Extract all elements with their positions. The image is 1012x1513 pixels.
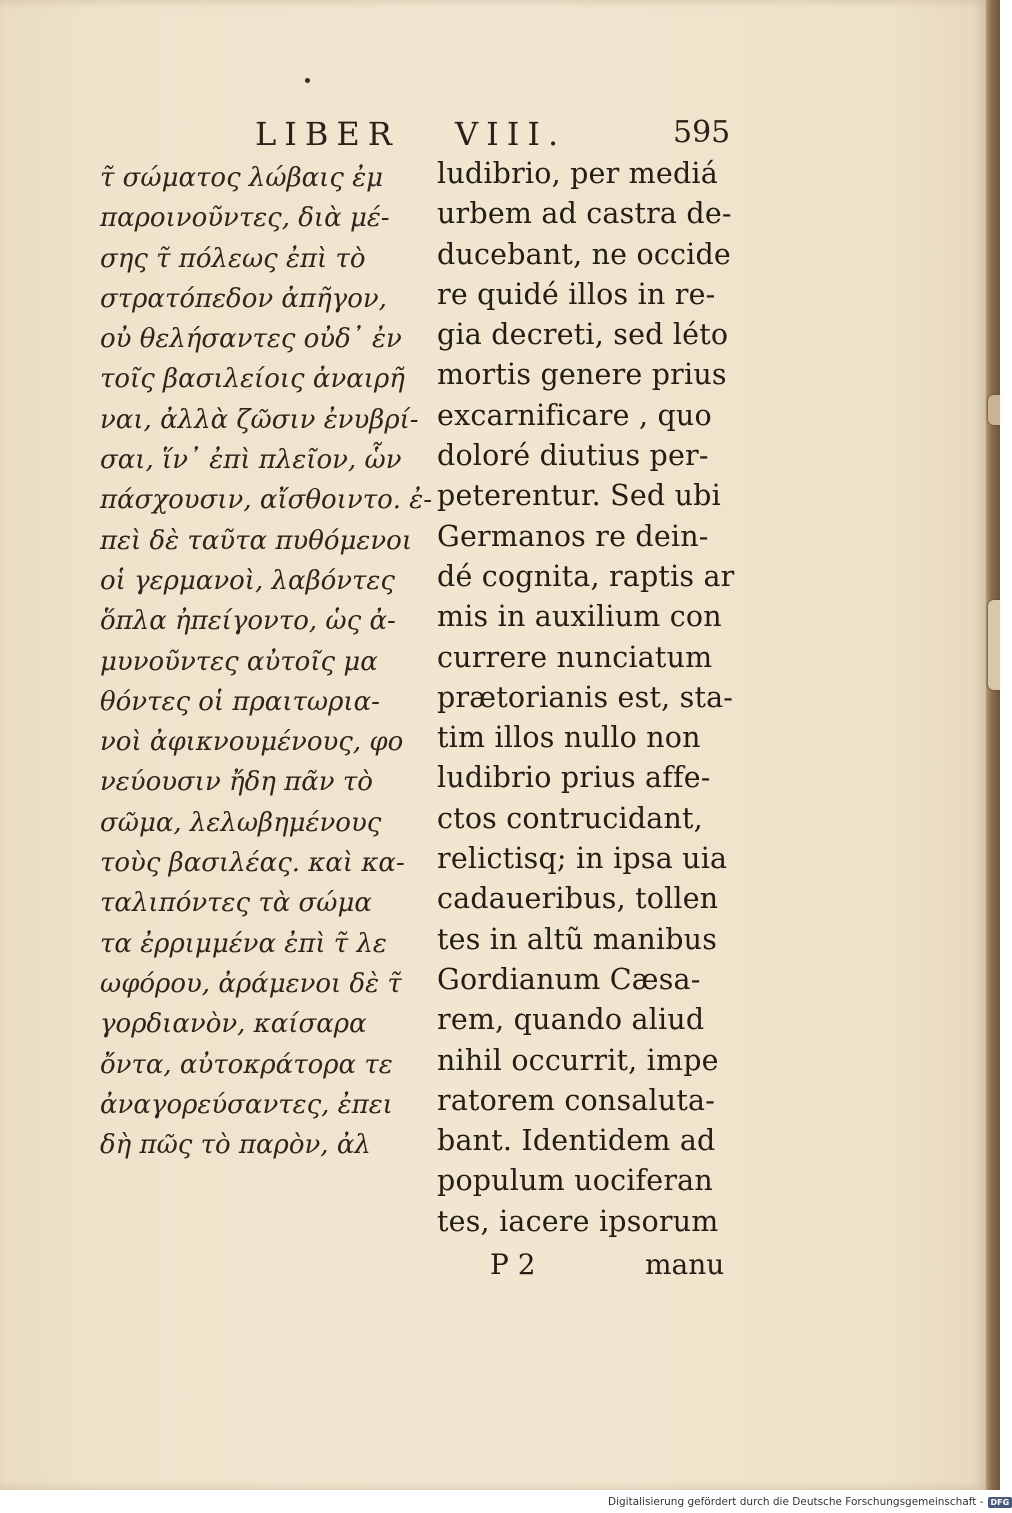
latin-text-line: re quidé illos in re-: [437, 277, 716, 311]
digitization-credit: [608, 1494, 1010, 1510]
latin-text-line: ludibrio prius affe-: [437, 761, 711, 795]
header-liber: LIBER: [255, 115, 400, 153]
latin-text-line: bant. Identidem ad: [437, 1124, 716, 1158]
greek-text-line: γορδιανὸν, καίσαρα: [100, 1009, 367, 1040]
greek-text-line: σαι, ἵν᾽ ἐπὶ πλεῖον, ὧν: [100, 445, 402, 476]
latin-text-line: nihil occurrit, impe: [437, 1043, 719, 1077]
greek-text-line: τα ἐρριμμένα ἐπὶ τ̃ λε: [100, 928, 387, 959]
ink-mark: [305, 78, 310, 83]
latin-text-column: [437, 154, 757, 1242]
greek-text-line: πεὶ δὲ ταῦτα πυθόμενοι: [100, 525, 413, 556]
latin-text-line: ratorem consaluta-: [437, 1083, 716, 1117]
catchword: manu: [645, 1248, 725, 1281]
greek-text-column: [100, 158, 430, 1165]
latin-text-line: mortis genere prius: [437, 358, 727, 392]
book-edge: [986, 0, 1000, 1490]
greek-text-line: ὅπλα ἠπείγοντο, ὡς ἀ-: [100, 606, 396, 637]
greek-text-line: παροινοῦντες, διὰ μέ-: [100, 203, 390, 234]
running-header: [100, 115, 760, 155]
latin-text-line: gia decreti, sed léto: [437, 318, 729, 352]
greek-text-line: τ̃ σώματος λώβαις ἐμ: [100, 163, 384, 193]
latin-text-line: populum uociferan: [437, 1164, 713, 1198]
latin-text-line: Germanos re dein-: [437, 519, 709, 553]
latin-text-line: rem, quando aliud: [437, 1003, 705, 1037]
greek-text-line: σης τ̃ πόλεως ἐπὶ τὸ: [100, 243, 366, 274]
greek-text-line: πάσχουσιν, αἴσθοιντο. ἐ-: [100, 485, 432, 516]
latin-text-line: currere nunciatum: [437, 640, 713, 674]
page-marker-small: [988, 395, 1000, 425]
latin-text-line: mis in auxilium con: [437, 600, 722, 634]
greek-text-line: ὄντα, αὐτοκράτορα τε: [100, 1049, 393, 1080]
latin-text-line: relictisq; in ipsa uia: [437, 842, 728, 876]
latin-text-line: dé cognita, raptis ar: [437, 559, 735, 593]
greek-text-line: οὐ θελήσαντες οὐδ᾽ ἐν: [100, 324, 402, 355]
latin-text-line: peterentur. Sed ubi: [437, 479, 721, 513]
greek-text-line: ωφόρου, ἀράμενοι δὲ τ̃: [100, 968, 402, 999]
latin-text-line: tes, iacere ipsorum: [437, 1204, 719, 1238]
latin-text-line: tim illos nullo non: [437, 721, 701, 755]
latin-text-line: urbem ad castra de-: [437, 197, 732, 231]
greek-text-line: θόντες οἱ πραιτωρια-: [100, 686, 380, 717]
latin-text-line: ducebant, ne occide: [437, 237, 731, 271]
latin-text-line: ludibrio, per mediá: [437, 157, 718, 190]
latin-text-line: ctos contrucidant,: [437, 801, 703, 835]
latin-text-line: tes in altũ manibus: [437, 922, 718, 956]
greek-text-line: μυνοῦντες αὐτοῖς μα: [100, 646, 378, 677]
greek-text-line: νεύουσιν ἤδη πᾶν τὸ: [100, 767, 373, 798]
latin-text-line: doloré diutius per-: [437, 439, 709, 473]
greek-text-line: σῶμα, λελωβημένους: [100, 807, 382, 838]
latin-text-line: excarnificare , quo: [437, 398, 712, 432]
greek-text-line: ναι, ἀλλὰ ζῶσιν ἐνυβρί-: [100, 404, 419, 435]
credit-text: Digitalisierung gefördert durch die Deutsche Forschungsgemeinschaft -: [608, 1496, 984, 1508]
greek-text-line: δὴ πῶς τὸ παρὸν, ἀλ: [100, 1130, 371, 1161]
signature-mark: P 2: [490, 1248, 536, 1281]
page-number: 595: [673, 115, 731, 150]
greek-text-line: τοῖς βασιλείοις ἀναιρῆ: [100, 364, 405, 395]
header-book-number: VIII.: [455, 115, 567, 153]
greek-text-line: νοὶ ἀφικνουμένους, φο: [100, 727, 404, 758]
greek-text-line: οἱ γερμανοὶ, λαβόντες: [100, 565, 395, 596]
latin-text-line: Gordianum Cæsa-: [437, 962, 701, 996]
page-marker-tab: [988, 600, 1000, 690]
greek-text-line: ἀναγορεύσαντες, ἐπει: [100, 1089, 393, 1120]
dfg-logo: DFG: [988, 1497, 1012, 1508]
latin-text-line: cadaueribus, tollen: [437, 882, 719, 916]
greek-text-line: στρατόπεδον ἀπῆγον,: [100, 283, 387, 314]
latin-text-line: prætorianis est, sta-: [437, 680, 734, 714]
greek-text-line: ταλιπόντες τὰ σώμα: [100, 888, 372, 919]
page-footer: [490, 1248, 760, 1288]
greek-text-line: τοὺς βασιλέας. καὶ κα-: [100, 848, 405, 879]
